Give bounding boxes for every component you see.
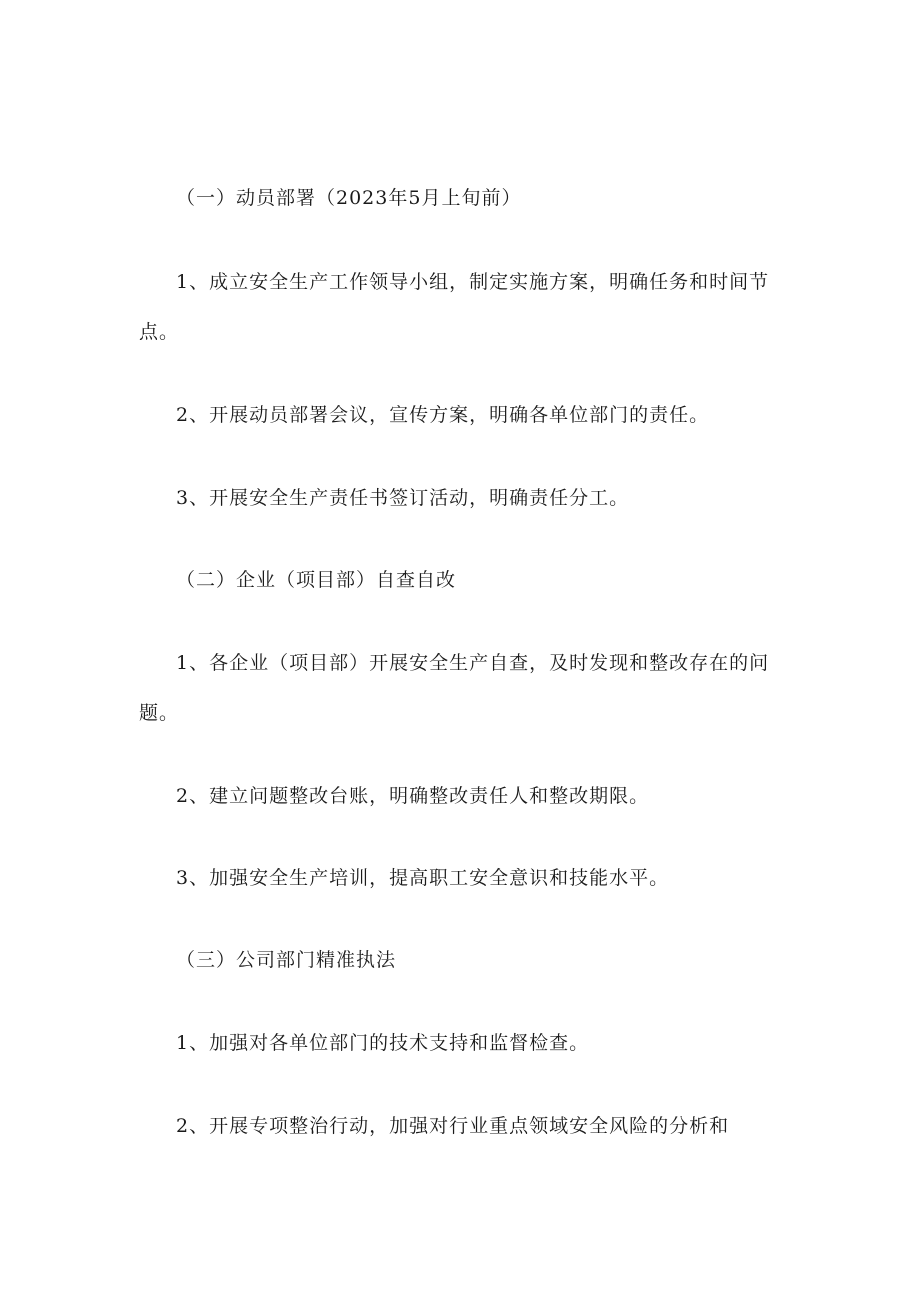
section-heading-2: （二）企业（项目部）自查自改 [176, 569, 457, 591]
paragraph-1-1-continued: 点。 [139, 321, 180, 343]
paragraph-2-1-continued: 题。 [139, 702, 180, 724]
paragraph-2-3: 3、加强安全生产培训，提高职工安全意识和技能水平。 [176, 867, 670, 889]
section-heading-1: （一）动员部署（2023年5月上旬前） [176, 187, 522, 209]
paragraph-3-1: 1、加强对各单位部门的技术支持和监督检查。 [176, 1032, 590, 1054]
paragraph-1-3: 3、开展安全生产责任书签订活动，明确责任分工。 [176, 487, 630, 509]
paragraph-1-1: 1、成立安全生产工作领导小组，制定实施方案，明确任务和时间节 [176, 271, 770, 293]
paragraph-1-2: 2、开展动员部署会议，宣传方案，明确各单位部门的责任。 [176, 404, 710, 426]
paragraph-3-2: 2、开展专项整治行动，加强对行业重点领域安全风险的分析和 [176, 1115, 730, 1137]
paragraph-2-2: 2、建立问题整改台账，明确整改责任人和整改期限。 [176, 785, 650, 807]
section-heading-3: （三）公司部门精准执法 [176, 949, 397, 971]
paragraph-2-1: 1、各企业（项目部）开展安全生产自查，及时发现和整改存在的问 [176, 652, 770, 674]
